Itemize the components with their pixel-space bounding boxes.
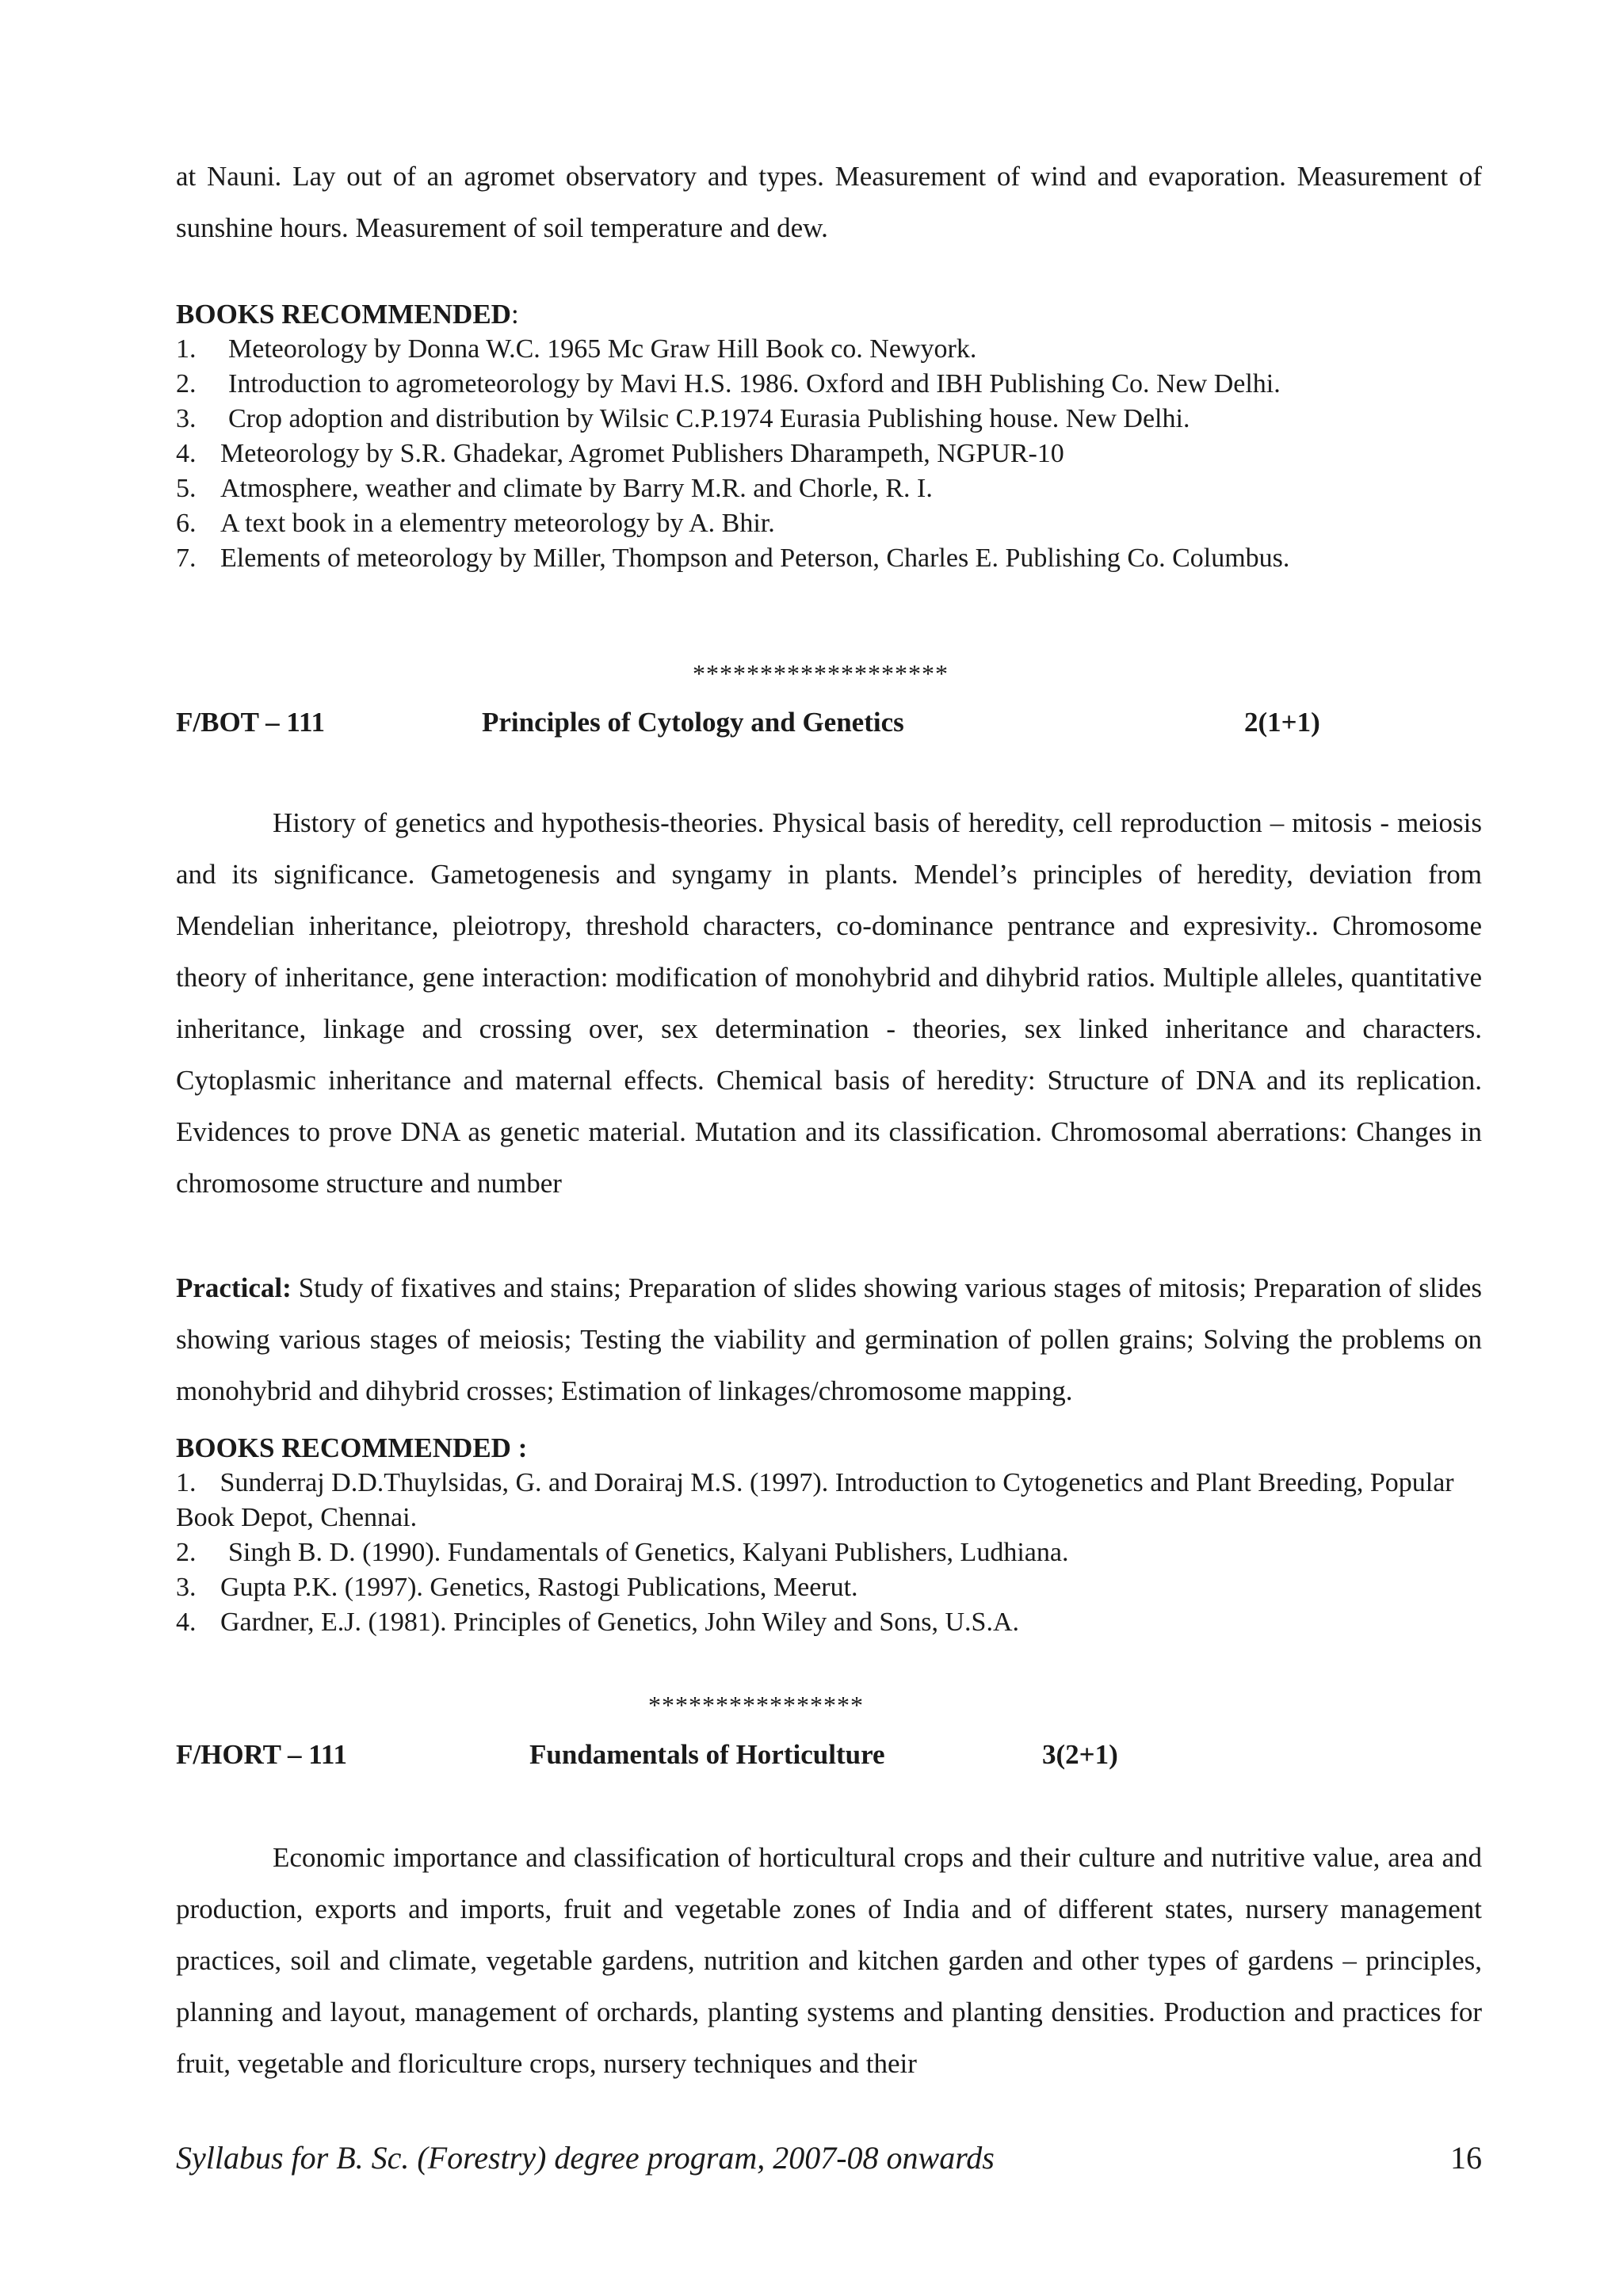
books-recommended-heading: BOOKS RECOMMENDED: <box>176 299 519 330</box>
books-list <box>176 332 1482 576</box>
intro-section <box>176 151 1482 254</box>
course-code: F/BOT – 111 <box>176 707 326 738</box>
list-item: 5. Atmosphere, weather and climate by Barry M.R. and Chorle, R. I. <box>176 474 933 503</box>
list-item: 2. Introduction to agrometeorology by Mavi H.S. 1986. Oxford and IBH Publishing Co. New Delhi. <box>176 369 1281 399</box>
list-item: 3. Gupta P.K. (1997). Genetics, Rastogi Publications, Meerut. <box>176 1573 858 1602</box>
intro-paragraph: at Nauni. Lay out of an agromet observatory and types. Measurement of wind and evaporation. Measurement of sunshine hours. Measurement of soil temperature and dew. <box>176 161 1482 243</box>
books-list <box>176 1466 1482 1640</box>
section-separator: **************** <box>648 1691 864 1719</box>
course-books-section <box>176 1431 1482 1640</box>
page-footer <box>176 2139 1482 2177</box>
course-header-hort-111 <box>176 1737 1482 1772</box>
footer-title: Syllabus for B. Sc. (Forestry) degree program, 2007-08 onwards <box>176 2140 995 2176</box>
course-credits: 2(1+1) <box>1244 707 1320 738</box>
practical-label: Practical: <box>176 1272 292 1303</box>
course-title: Principles of Cytology and Genetics <box>482 707 904 738</box>
list-item: 3. Crop adoption and distribution by Wilsic C.P.1974 Eurasia Publishing house. New Delhi. <box>176 404 1190 433</box>
section-separator: ******************* <box>693 659 949 688</box>
course-theory-paragraph: History of genetics and hypothesis-theories. Physical basis of heredity, cell reproduction – mitosis - meiosis and its significance. Gametogenesis and syngamy in plants. Mendel’s principles of heredity, deviation from Mendelian inheritance, pleiotropy, threshold characters, co-dominance pentrance and expresivity.. Chromosome theory of inheritance, gene interaction: modification of monohybrid and dihybrid ratios. Multiple alleles, quantitative inheritance, linkage and crossing over, sex determination - theories, sex linked inheritance and characters. Cytoplasmic inheritance and maternal effects. Chemical basis of heredity: Structure of DNA and its replication. Evidences to prove DNA as genetic material. Mutation and its classification. Chromosomal aberrations: Changes in chromosome structure and number <box>176 807 1482 1199</box>
course-theory-section <box>176 797 1482 1209</box>
course-title: Fundamentals of Horticulture <box>529 1739 885 1770</box>
course-theory-section <box>176 1832 1482 2089</box>
course-credits: 3(2+1) <box>1042 1739 1118 1770</box>
list-item: 1. Meteorology by Donna W.C. 1965 Mc Graw Hill Book co. Newyork. <box>176 334 977 364</box>
books-recommended-heading: BOOKS RECOMMENDED : <box>176 1432 528 1463</box>
course-header-bot-111 <box>176 705 1482 740</box>
list-item: 6. A text book in a elementry meteorology by A. Bhir. <box>176 509 775 538</box>
course-practical-paragraph: Practical: Study of fixatives and stains; Preparation of slides showing various stages of mitosis; Preparation of slides showing various stages of meiosis; Testing the viability and germination of pollen grains; Solving the problems on monohybrid and dihybrid crosses; Estimation of linkages/chromosome mapping. <box>176 1272 1483 1406</box>
books-recommended-section <box>176 297 1482 576</box>
list-item: 1. Sunderraj D.D.Thuylsidas, G. and Dorairaj M.S. (1997). Introduction to Cytogenetics and Plant Breeding, Popular Book Depot, Chennai. <box>176 1468 1454 1532</box>
course-theory-paragraph: Economic importance and classification of horticultural crops and their culture and nutritive value, area and production, exports and imports, fruit and vegetable zones of India and of different states, nursery management practices, soil and climate, vegetable gardens, nutrition and kitchen garden and other types of gardens – principles, planning and layout, management of orchards, planting systems and planting densities. Production and practices for fruit, vegetable and floriculture crops, nursery techniques and their <box>176 1842 1482 2079</box>
list-item: 2. Singh B. D. (1990). Fundamentals of Genetics, Kalyani Publishers, Ludhiana. <box>176 1538 1069 1567</box>
course-practical-section <box>176 1262 1482 1417</box>
course-code: F/HORT – 111 <box>176 1739 347 1770</box>
list-item: 7. Elements of meteorology by Miller, Thompson and Peterson, Charles E. Publishing Co. Columbus. <box>176 543 1290 573</box>
page-number: 16 <box>1450 2140 1482 2176</box>
document-page <box>176 0 1482 2296</box>
list-item: 4. Gardner, E.J. (1981). Principles of Genetics, John Wiley and Sons, U.S.A. <box>176 1608 1019 1637</box>
list-item: 4. Meteorology by S.R. Ghadekar, Agromet Publishers Dharampeth, NGPUR-10 <box>176 439 1064 468</box>
